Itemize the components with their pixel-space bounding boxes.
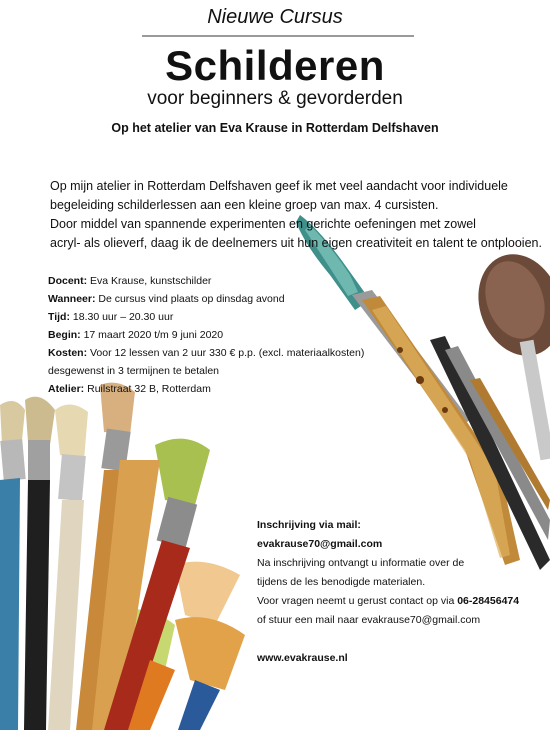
spacer [257,630,547,649]
signup-heading: Inschrijving via mail: [257,519,361,531]
intro-line: acryl- als olieverf, daag ik de deelnemers uit hun eigen creativiteit en talent te ontplooien. [50,236,542,250]
page-title: Schilderen [165,42,385,89]
location-line: Op het atelier van Eva Krause in Rotterdam Delfshaven [111,121,439,135]
left-brushes [0,383,245,730]
detail-value: De cursus vind plaats op dinsdag avond [95,293,285,305]
detail-label: Wanneer: [48,293,96,305]
detail-label: Kosten: [48,347,88,359]
detail-value: 17 maart 2020 t/m 9 juni 2020 [80,329,224,341]
questions-text: Voor vragen neemt u gerust contact op via [257,595,458,607]
detail-value: Eva Krause, kunstschilder [87,275,212,287]
detail-value: Voor 12 lessen van 2 uur 330 € p.p. (excl. materiaalkosten) [87,347,365,359]
intro-paragraph [50,177,550,253]
website-link[interactable]: www.evakrause.nl [257,652,348,664]
detail-label: Tijd: [48,311,70,323]
intro-line: begeleiding schilderlessen aan een kleine groep van max. 4 cursisten. [50,198,439,212]
detail-atelier [48,380,408,398]
questions-line [257,592,547,611]
detail-kosten [48,344,408,362]
detail-value: Ruilstraat 32 B, Rotterdam [84,383,211,395]
intro-line: Op mijn atelier in Rotterdam Delfshaven geef ik met veel aandacht voor individuele [50,179,508,193]
intro-line: Door middel van spannende experimenten en gerichte oefeningen met zowel [50,217,476,231]
detail-label: Begin: [48,329,81,341]
detail-tijd [48,308,408,326]
phone-number[interactable]: 06-28456474 [457,595,520,607]
course-details [48,272,408,398]
course-label: Nieuwe Cursus [207,6,343,28]
detail-docent [48,272,408,290]
info-line: Na inschrijving ontvangt u informatie over de [257,557,465,569]
detail-kosten-extra: desgewenst in 3 termijnen te betalen [48,365,220,377]
title-divider [142,35,414,37]
info-line: tijdens de les benodigde materialen. [257,576,426,588]
contact-block [257,516,547,668]
signup-email-link[interactable]: evakrause70@gmail.com [257,538,383,550]
detail-wanneer [48,290,408,308]
detail-label: Atelier: [48,383,85,395]
detail-begin [48,326,408,344]
detail-value: 18.30 uur – 20.30 uur [69,311,174,323]
mail-line: of stuur een mail naar evakrause70@gmail.com [257,614,481,626]
detail-label: Docent: [48,275,88,287]
page-subtitle: voor beginners & gevorderden [147,88,403,109]
